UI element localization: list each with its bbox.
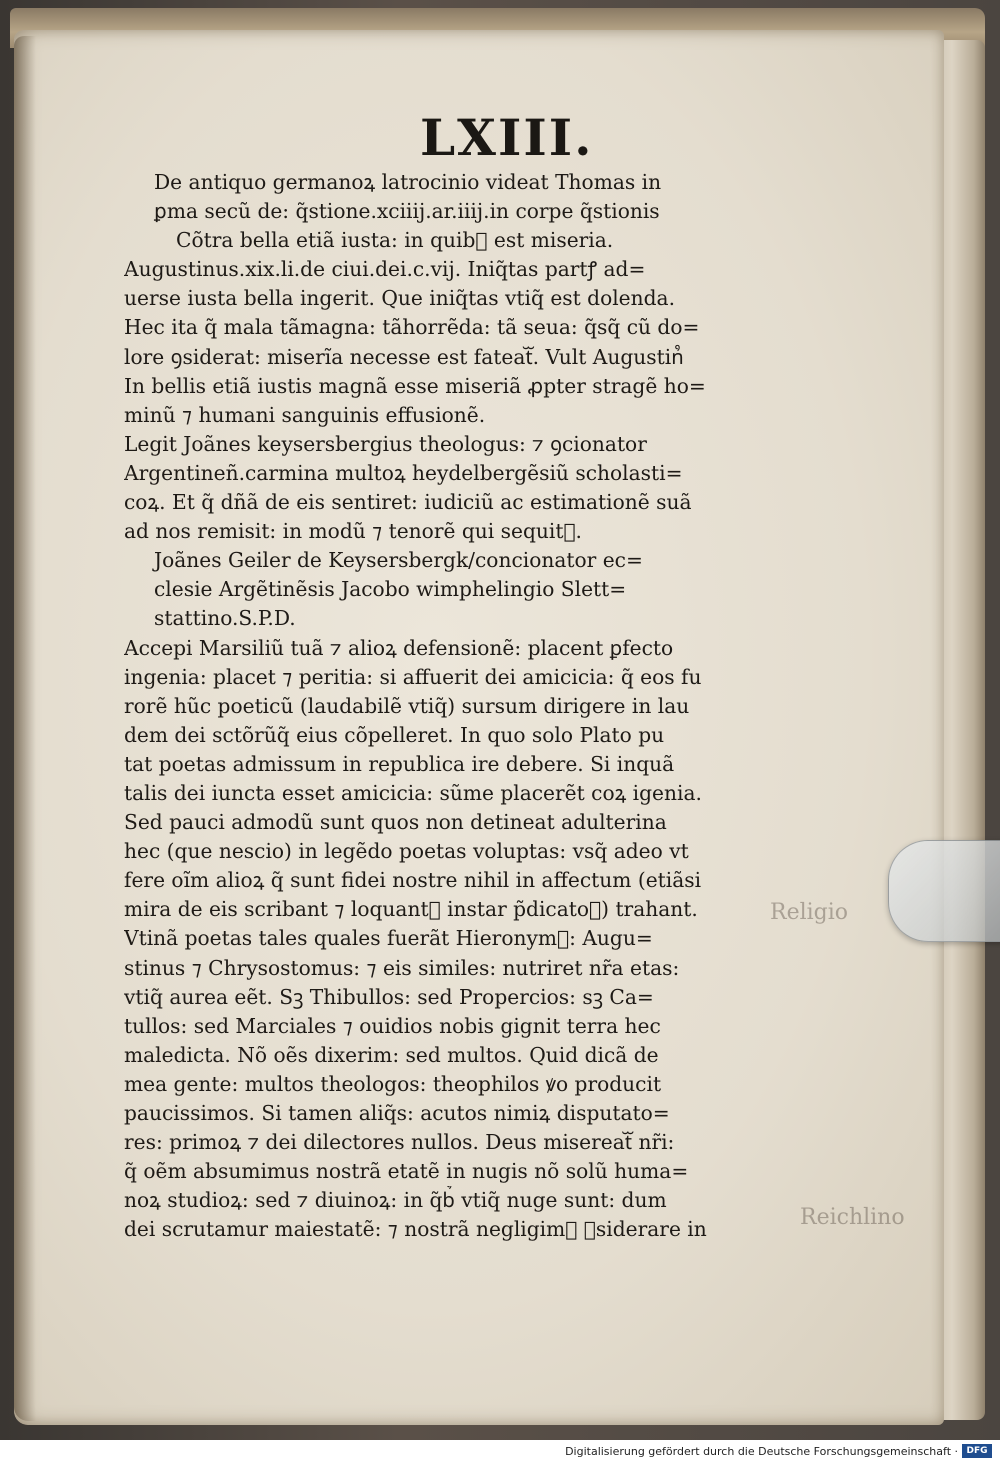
text-line: ꝑma secũ de: q̃stione.xciiij.ar.iiij.in corpe q̃stionis [154,199,660,224]
bleed-through-text: Reichlino [800,1205,905,1230]
text-line: hec (que nescio) in legẽdo poetas voluptas: vsq̃ adeo vt [124,839,689,864]
text-line: mea gente: multos theologos: theophilos ꝟo producit [124,1071,662,1096]
text-line: Vtinã poetas tales quales fuerãt Hieronym᷒: Augu= [124,926,653,951]
text-line: De antiquo germanoꝝ latrocinio videat Thomas in [154,170,662,194]
text-line: Hec ita q̃ mala tãmagna: tãhorrẽda: tã seua: q̃sq̃ cũ do= [124,315,700,340]
page-text [124,168,764,1244]
dfg-logo-icon: DFG [962,1444,992,1458]
text-line: ingenia: placet ⁊ peritia: si affuerit dei amicicia: q̃ eos fu [124,664,702,689]
text-line: tat poetas admissum in republica ire debere. Si inquã [124,751,675,776]
text-line: stinus ⁊ Chrysostomus: ⁊ eis similes: nutriret nr̃a etas: [124,955,680,980]
text-line: res: primoꝝ ⁊ dei dilectores nullos. Deus misereatᷓ nr̃i: [124,1130,675,1155]
plastic-clip [888,840,1000,942]
text-line: rorẽ hũc poeticũ (laudabilẽ vtiq̃) sursum dirigere in lau [124,693,690,718]
text-line: Augustinus.xix.li.de ciui.dei.c.vij. Iniq̃tas partꝭ ad= [124,257,646,282]
text-line: dei scrutamur maiestatẽ: ⁊ nostrã negligim᷒ ꝯsiderare in [124,1217,707,1242]
text-line: minũ ⁊ humani sanguinis effusionẽ. [124,402,486,427]
text-line: noꝝ studioꝝ: sed ⁊ diuinoꝝ: in q̃b᷒ vtiq̃ nuge sunt: dum [124,1188,667,1213]
text-line: dem dei sctõrũq̃ eius cõpelleret. In quo solo Plato pu [124,722,665,747]
text-line: stattino.S.P.D. [154,606,296,631]
text-line: q̃ oẽm absumimus nostrã etatẽ in nugis nõ solũ huma= [124,1159,689,1184]
text-line: Legit Joãnes keysersbergius theologus: ⁊ ꝯcionator [124,431,647,456]
bleed-through-text: Religio [770,900,849,925]
digitization-footer [0,1440,1000,1463]
text-line: clesie Argẽtinẽsis Jacobo wimphelingio Slett= [154,577,627,602]
text-line: vtiq̃ aurea eẽt. Sꝫ Thibullos: sed Propercios: sꝫ Ca= [124,984,654,1009]
text-line: uerse iusta bella ingerit. Que iniq̃tas vtiq̃ est dolenda. [124,286,676,311]
text-line: Argentineñ.carmina multoꝝ heydelbergẽsiũ scholasti= [124,460,683,485]
text-line: Cõtra bella etiã iusta: in quib᷒ est miseria. [176,228,614,253]
page-gutter-shadow [14,36,36,1421]
text-line: maledicta. Nõ oẽs dixerim: sed multos. Quid dicã de [124,1042,659,1067]
text-line: In bellis etiã iustis magnã esse miseriã ꝓpter stragẽ ho= [124,373,706,398]
text-line: mira de eis scribant ⁊ loquantᷓ instar p̃dicatoꝝ) trahant. [124,897,698,922]
text-line: paucissimos. Si tamen aliq̃s: acutos nimiꝝ disputato= [124,1101,670,1125]
text-line: Joãnes Geiler de Keysersbergk/concionator ec= [154,548,643,573]
text-line: tullos: sed Marciales ⁊ ouidios nobis gignit terra hec [124,1013,661,1038]
text-line: lore ꝯsiderat: miserĩa necesse est fateatᷓ. Vult Augustin᷒ [124,344,684,369]
funding-credit: Digitalisierung gefördert durch die Deutsche Forschungsgemeinschaft · [565,1445,958,1458]
text-line: Sed pauci admodũ sunt quos non detineat adulterina [124,810,667,835]
text-line: coꝝ. Et q̃ dñã de eis sentiret: iudiciũ ac estimationẽ suã [124,490,692,515]
text-line: Accepi Marsiliũ tuã ⁊ alioꝝ defensionẽ: placent ꝑfecto [124,635,674,660]
text-line: talis dei iuncta esset amicicia: sũme placerẽt coꝝ igenia. [124,780,702,805]
folio-number: LXIII. [420,108,594,167]
text-line: ad nos remisit: in modũ ⁊ tenorẽ qui sequitᷓ. [124,519,582,544]
text-line: fere oĩm alioꝝ q̃ sunt fidei nostre nihil in affectum (etiãsi [124,868,702,893]
